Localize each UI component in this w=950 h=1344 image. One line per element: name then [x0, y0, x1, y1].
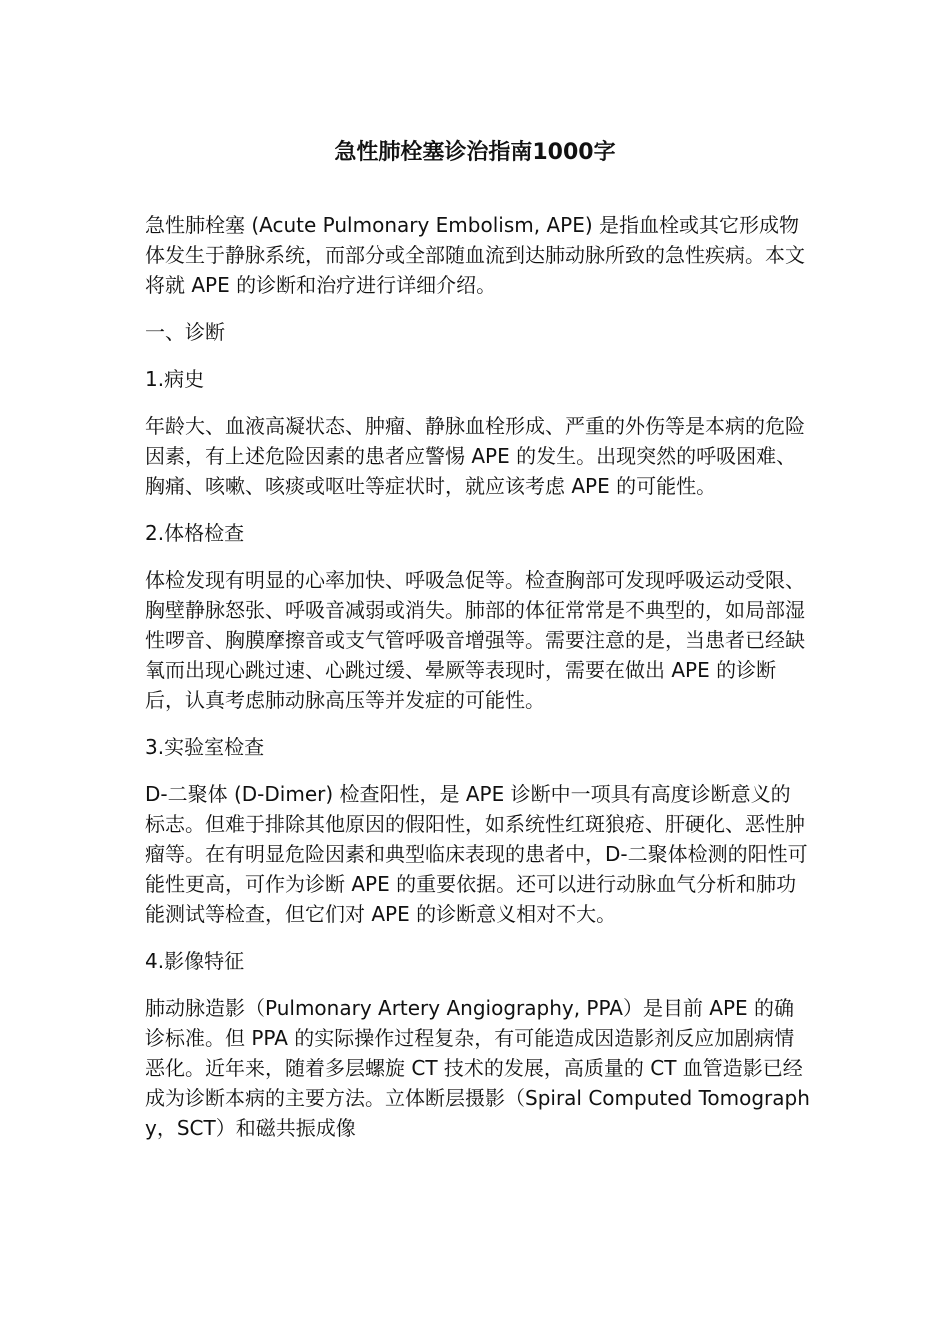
document-title: 急性肺栓塞诊治指南1000字	[334, 140, 616, 165]
subsection-heading-physical-exam: 2.体格检查	[145, 521, 245, 545]
subsection-body-history: 年龄大、血液高凝状态、肿瘤、静脉血栓形成、严重的外伤等是本病的危险因素，有上述危险因素的患者应警惕 APE 的发生。出现突然的呼吸困难、胸痛、咳嗽、咳痰或呕吐等症状时，就应该考虑 APE 的可能性。	[145, 414, 805, 498]
section-heading-diagnosis: 一、诊断	[145, 320, 225, 344]
subsection-heading-history: 1.病史	[145, 367, 205, 391]
intro-paragraph: 急性肺栓塞 (Acute Pulmonary Embolism, APE) 是指血栓或其它形成物体发生于静脉系统，而部分或全部随血流到达肺动脉所致的急性疾病。本文将就 APE 的诊断和治疗进行详细介绍。	[145, 213, 805, 297]
subsection-body-lab-tests: D-二聚体 (D-Dimer) 检查阳性，是 APE 诊断中一项具有高度诊断意义的标志。但难于排除其他原因的假阳性，如系统性红斑狼疮、肝硬化、恶性肿瘤等。在有明显危险因素和典型临床表现的患者中，D-二聚体检测的阳性可能性更高，可作为诊断 APE 的重要依据。还可以进行动脉血气分析和肺功能测试等检查，但它们对 APE 的诊断意义相对不大。	[145, 782, 808, 926]
subsection-body-physical-exam: 体检发现有明显的心率加快、呼吸急促等。检查胸部可发现呼吸运动受限、胸壁静脉怒张、呼吸音减弱或消失。肺部的体征常常是不典型的，如局部湿性啰音、胸膜摩擦音或支气管呼吸音增强等。需要注意的是，当患者已经缺氧而出现心跳过速、心跳过缓、晕厥等表现时，需要在做出 APE 的诊断后，认真考虑肺动脉高压等并发症的可能性。	[145, 568, 805, 712]
subsection-heading-imaging: 4.影像特征	[145, 949, 245, 973]
document-body	[145, 210, 810, 1160]
subsection-body-imaging: 肺动脉造影（Pulmonary Artery Angiography, PPA）是目前 APE 的确诊标准。但 PPA 的实际操作过程复杂，有可能造成因造影剂反应加剧病情恶化。近年来，随着多层螺旋 CT 技术的发展，高质量的 CT 血管造影已经成为诊断本病的主要方法。立体断层摄影（Spiral Computed Tomography，SCT）和磁共振成像	[145, 996, 810, 1140]
subsection-heading-lab-tests: 3.实验室检查	[145, 735, 265, 759]
